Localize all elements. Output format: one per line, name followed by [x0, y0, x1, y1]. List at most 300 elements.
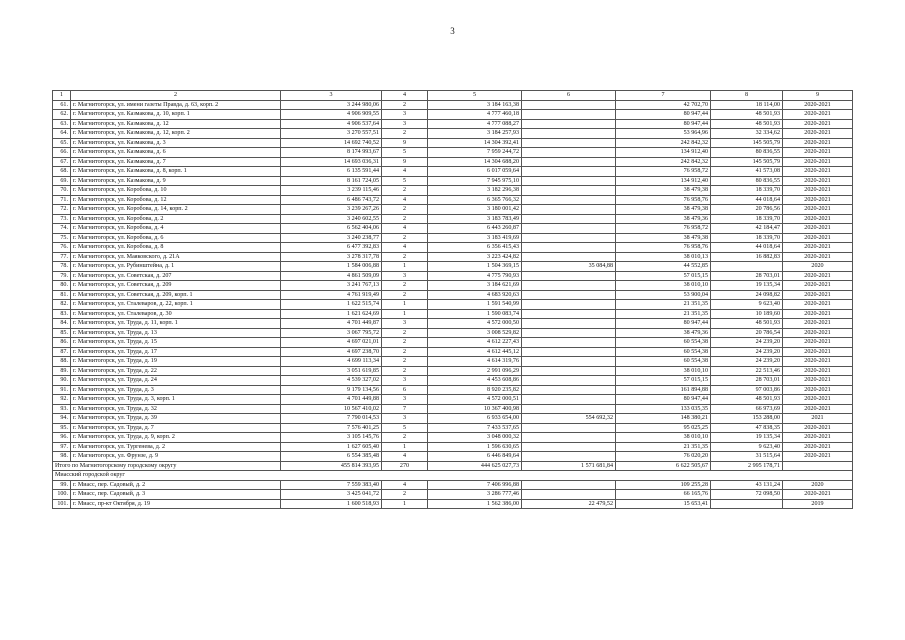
table-cell: 145 505,79	[711, 138, 783, 148]
table-cell: 3 182 296,38	[428, 186, 522, 196]
table-cell: 2	[382, 328, 428, 338]
table-cell: 2020-2021	[783, 452, 853, 462]
table-cell: 2	[382, 490, 428, 500]
table-cell: г. Магнитогорск, ул. Казмакова, д. 12	[71, 119, 281, 129]
table-cell: 3 183 783,49	[428, 214, 522, 224]
table-row	[53, 271, 853, 281]
table-cell: г. Магнитогорск, ул. Сталеваров, д. 22, корп. 1	[71, 300, 281, 310]
table-cell: 66.	[53, 148, 71, 158]
table-cell: 6 933 654,00	[428, 414, 522, 424]
table-row	[53, 309, 853, 319]
table-cell: 7 406 996,88	[428, 480, 522, 490]
table-cell: 74.	[53, 224, 71, 234]
table-cell: 6	[382, 385, 428, 395]
table-cell: 92.	[53, 395, 71, 405]
table-cell: 2	[382, 100, 428, 110]
table-cell: г. Миасс, пер. Садовый, д. 2	[71, 480, 281, 490]
table-row	[53, 281, 853, 291]
table-cell: 2	[382, 357, 428, 367]
table-cell: 88.	[53, 357, 71, 367]
table-cell: г. Магнитогорск, ул. Казмакова, д. 7	[71, 157, 281, 167]
table-cell: 5	[382, 423, 428, 433]
table-cell: 1 562 386,00	[428, 499, 522, 509]
table-cell	[522, 186, 616, 196]
table-cell: 148 380,21	[616, 414, 711, 424]
table-row	[53, 366, 853, 376]
table-row	[53, 110, 853, 120]
table-cell: 75.	[53, 233, 71, 243]
table-cell	[522, 452, 616, 462]
table-cell: 4 539 327,02	[281, 376, 382, 386]
table-cell: 3 278 317,78	[281, 252, 382, 262]
table-cell	[522, 366, 616, 376]
table-cell: 14 693 036,31	[281, 157, 382, 167]
table-cell: 21 351,35	[616, 442, 711, 452]
table-cell: 38 479,36	[616, 328, 711, 338]
table-cell: 2021	[783, 414, 853, 424]
table-cell: 2	[382, 129, 428, 139]
table-cell: 3 270 557,51	[281, 129, 382, 139]
table-cell: 2020-2021	[783, 385, 853, 395]
table-cell: 2020-2021	[783, 328, 853, 338]
table-cell: 145 505,79	[711, 157, 783, 167]
table-cell: 10 189,60	[711, 309, 783, 319]
table-cell: 3 051 619,85	[281, 366, 382, 376]
table-cell: 7 433 537,65	[428, 423, 522, 433]
table-row	[53, 347, 853, 357]
table-cell: г. Магнитогорск, ул. Коробова, д. 14, корп. 2	[71, 205, 281, 215]
table-cell: 38 010,10	[616, 433, 711, 443]
table-cell: 2	[382, 214, 428, 224]
table-cell: г. Магнитогорск, ул. Труда, д. 7	[71, 423, 281, 433]
table-cell: 3 223 424,82	[428, 252, 522, 262]
table-cell: г. Магнитогорск, ул. Коробова, д. 6	[71, 233, 281, 243]
table-cell: 2020-2021	[783, 300, 853, 310]
table-cell: 76 020,20	[616, 452, 711, 462]
table-cell: 97.	[53, 442, 71, 452]
table-row	[53, 385, 853, 395]
table-cell: г. Магнитогорск, ул. Коробова, д. 10	[71, 186, 281, 196]
table-cell: 3 183 419,69	[428, 233, 522, 243]
table-cell: г. Магнитогорск, ул. Коробова, д. 4	[71, 224, 281, 234]
table-cell: г. Магнитогорск, ул. Труда, д. 13	[71, 328, 281, 338]
table-cell: 65.	[53, 138, 71, 148]
table-cell	[522, 385, 616, 395]
table-cell: 3 180 001,42	[428, 205, 522, 215]
table-cell	[522, 490, 616, 500]
table-row	[53, 414, 853, 424]
table-cell	[522, 357, 616, 367]
table-cell: 3 105 145,76	[281, 433, 382, 443]
table-cell: 6 562 404,06	[281, 224, 382, 234]
table-cell: г. Магнитогорск, ул. Коробова, д. 12	[71, 195, 281, 205]
table-cell: 3	[382, 395, 428, 405]
table-cell: 18 339,70	[711, 186, 783, 196]
table-cell: 4 861 509,09	[281, 271, 382, 281]
table-cell: 6 135 591,44	[281, 167, 382, 177]
table-cell: 4 683 920,63	[428, 290, 522, 300]
table-cell: 4 906 537,64	[281, 119, 382, 129]
table-row	[53, 423, 853, 433]
table-cell: 3	[382, 319, 428, 329]
table-cell: 1	[382, 442, 428, 452]
table-cell: 2 995 178,71	[711, 461, 783, 471]
table-cell: г. Миасс, пр-кт Октября, д. 19	[71, 499, 281, 509]
table-cell: г. Магнитогорск, ул. Казмакова, д. 12, корп. 2	[71, 129, 281, 139]
table-cell: 76 958,76	[616, 195, 711, 205]
table-cell	[522, 167, 616, 177]
table-cell: 3 239 267,26	[281, 205, 382, 215]
table-cell: 4 614 319,76	[428, 357, 522, 367]
table-cell: 70.	[53, 186, 71, 196]
table-cell: г. Магнитогорск, ул. Тургенева, д. 2	[71, 442, 281, 452]
table-cell: 60 554,38	[616, 357, 711, 367]
table-cell: г. Магнитогорск, ул. Фрунзе, д. 9	[71, 452, 281, 462]
table-cell: 2020-2021	[783, 110, 853, 120]
table-cell: 84.	[53, 319, 71, 329]
table-cell: 1	[382, 262, 428, 272]
table-cell	[522, 328, 616, 338]
table-cell: 3 240 602,55	[281, 214, 382, 224]
table-cell	[522, 309, 616, 319]
table-cell: 2	[382, 252, 428, 262]
table-cell: 80.	[53, 281, 71, 291]
table-cell	[522, 138, 616, 148]
table-cell: г. Магнитогорск, ул. Коробова, д. 2	[71, 214, 281, 224]
table-cell: 3 184 163,38	[428, 100, 522, 110]
table-cell: 4 906 909,55	[281, 110, 382, 120]
table-cell: 3 286 777,46	[428, 490, 522, 500]
table-row	[53, 195, 853, 205]
table-cell: 79.	[53, 271, 71, 281]
table-cell: 77.	[53, 252, 71, 262]
table-cell: 2020-2021	[783, 186, 853, 196]
table-cell: 2019	[783, 499, 853, 509]
table-cell: 2020	[783, 262, 853, 272]
table-cell: 6 554 385,48	[281, 452, 382, 462]
section-row	[53, 471, 853, 481]
table-cell: 2020-2021	[783, 119, 853, 129]
table-cell: 3	[382, 110, 428, 120]
table-cell: 71.	[53, 195, 71, 205]
table-cell: г. Магнитогорск, ул. Труда, д. 32	[71, 404, 281, 414]
table-cell: г. Магнитогорск, ул. Казмакова, д. 8, корп. 1	[71, 167, 281, 177]
table-cell: 91.	[53, 385, 71, 395]
table-cell: 24 239,20	[711, 338, 783, 348]
table-cell: 31 515,64	[711, 452, 783, 462]
table-cell: 270	[382, 461, 428, 471]
table-cell: 28 703,01	[711, 376, 783, 386]
table-cell: 4 699 113,34	[281, 357, 382, 367]
table-cell: 444 625 027,73	[428, 461, 522, 471]
table-cell: 9 179 134,56	[281, 385, 382, 395]
table-cell	[522, 433, 616, 443]
table-cell: 66 973,69	[711, 404, 783, 414]
table-cell: 2020-2021	[783, 309, 853, 319]
table-cell: 3 184 621,69	[428, 281, 522, 291]
table-cell: 3	[382, 376, 428, 386]
table-cell: 5	[428, 91, 522, 101]
table-cell: 4	[382, 480, 428, 490]
table-cell: 2020-2021	[783, 148, 853, 158]
table-cell: 38 010,10	[616, 366, 711, 376]
table-cell	[522, 110, 616, 120]
table-row	[53, 357, 853, 367]
table-cell: 48 501,93	[711, 395, 783, 405]
table-cell: 2020-2021	[783, 195, 853, 205]
table-row	[53, 452, 853, 462]
page-number: 3	[450, 26, 455, 36]
table-cell: 10 367 400,98	[428, 404, 522, 414]
table-cell: 38 010,13	[616, 252, 711, 262]
table-cell	[522, 214, 616, 224]
table-cell: 2020-2021	[783, 281, 853, 291]
table-cell: 43 131,24	[711, 480, 783, 490]
table-cell: 47 838,35	[711, 423, 783, 433]
table-cell: 9	[382, 157, 428, 167]
table-cell	[522, 148, 616, 158]
table-cell: 4	[382, 195, 428, 205]
table-cell	[522, 271, 616, 281]
table-cell: 2020-2021	[783, 157, 853, 167]
table-cell	[522, 338, 616, 348]
table-cell: 53 900,04	[616, 290, 711, 300]
table-cell: 38 479,38	[616, 233, 711, 243]
table-cell: Миасский городской округ	[53, 471, 853, 481]
table-cell: 6 622 505,67	[616, 461, 711, 471]
table-cell: 14 304 392,41	[428, 138, 522, 148]
table-row	[53, 233, 853, 243]
table-cell: г. Магнитогорск, ул. Труда, д. 9, корп. 2	[71, 433, 281, 443]
table-cell: г. Магнитогорск, ул. Советская, д. 209, корп. 1	[71, 290, 281, 300]
table-cell: 8 161 724,05	[281, 176, 382, 186]
table-row	[53, 395, 853, 405]
table-cell: 32 334,62	[711, 129, 783, 139]
table-cell: 3 241 767,13	[281, 281, 382, 291]
table-cell: 4 453 608,86	[428, 376, 522, 386]
table-cell: 16 882,83	[711, 252, 783, 262]
table-cell: 93.	[53, 404, 71, 414]
table-row	[53, 433, 853, 443]
table-cell: 1 600 518,93	[281, 499, 382, 509]
table-cell: 554 692,32	[522, 414, 616, 424]
table-row	[53, 376, 853, 386]
table-cell	[522, 281, 616, 291]
table-cell: 109 255,28	[616, 480, 711, 490]
table-cell: 6 443 260,87	[428, 224, 522, 234]
table-cell: 6	[522, 91, 616, 101]
total-row	[53, 461, 853, 471]
table-cell: 21 351,35	[616, 309, 711, 319]
table-cell: 2020-2021	[783, 319, 853, 329]
table-cell: 4 697 021,01	[281, 338, 382, 348]
table-cell: 38 479,36	[616, 214, 711, 224]
table-cell: 161 894,88	[616, 385, 711, 395]
table-cell: 81.	[53, 290, 71, 300]
table-cell: 22 513,46	[711, 366, 783, 376]
table-cell: 24 098,82	[711, 290, 783, 300]
table-cell: 64.	[53, 129, 71, 139]
table-cell: 455 814 393,95	[281, 461, 382, 471]
table-cell: 2020-2021	[783, 366, 853, 376]
table-cell: 9 623,40	[711, 442, 783, 452]
table-cell: 100.	[53, 490, 71, 500]
table-cell	[522, 205, 616, 215]
table-cell: 242 842,32	[616, 157, 711, 167]
table-cell: 1 621 624,69	[281, 309, 382, 319]
table-cell: 2020-2021	[783, 490, 853, 500]
table-cell: 8 920 235,82	[428, 385, 522, 395]
table-cell: 80 947,44	[616, 395, 711, 405]
table-cell: 134 912,40	[616, 148, 711, 158]
table-cell: 6 365 766,32	[428, 195, 522, 205]
table-cell: 67.	[53, 157, 71, 167]
table-cell: 3	[382, 414, 428, 424]
table-cell: 2	[71, 91, 281, 101]
table-cell: 21 351,35	[616, 300, 711, 310]
table-row	[53, 100, 853, 110]
table-cell: 2020-2021	[783, 433, 853, 443]
table-cell	[522, 176, 616, 186]
table-cell	[522, 319, 616, 329]
table-row	[53, 328, 853, 338]
table-cell: 3	[281, 91, 382, 101]
table-cell: 80 836,55	[711, 176, 783, 186]
table-cell: г. Магнитогорск, ул. Казмакова, д. 10, корп. 1	[71, 110, 281, 120]
table-row	[53, 499, 853, 509]
table-cell: 48 501,93	[711, 119, 783, 129]
table-cell: 2020-2021	[783, 338, 853, 348]
table-cell: 6 486 743,72	[281, 195, 382, 205]
table-cell: 80 947,44	[616, 119, 711, 129]
table-cell: 2	[382, 433, 428, 443]
table-cell: 38 479,38	[616, 205, 711, 215]
table-cell: 3 239 115,46	[281, 186, 382, 196]
table-cell: 1	[382, 309, 428, 319]
table-cell: 9 623,40	[711, 300, 783, 310]
table-cell: г. Магнитогорск, ул. имени газеты Правда, д. 63, корп. 2	[71, 100, 281, 110]
table-row	[53, 148, 853, 158]
table-row	[53, 252, 853, 262]
table-cell: 2020-2021	[783, 205, 853, 215]
table-cell: 2020-2021	[783, 167, 853, 177]
table-cell: 76 958,72	[616, 224, 711, 234]
table-cell	[522, 395, 616, 405]
table-cell: 6 446 849,64	[428, 452, 522, 462]
table-cell: 2	[382, 281, 428, 291]
table-cell: 1 596 630,65	[428, 442, 522, 452]
table-cell: 4 775 790,93	[428, 271, 522, 281]
table-cell: 4	[382, 452, 428, 462]
table-cell	[522, 252, 616, 262]
table-cell: 4	[382, 91, 428, 101]
table-cell: 2020-2021	[783, 423, 853, 433]
table-cell: 6 356 415,43	[428, 243, 522, 253]
table-cell: 2020-2021	[783, 395, 853, 405]
table-cell: 2020-2021	[783, 224, 853, 234]
table-cell: 1 591 540,99	[428, 300, 522, 310]
table-row	[53, 214, 853, 224]
table-cell: 4	[382, 243, 428, 253]
table-cell: 2020-2021	[783, 233, 853, 243]
table-cell	[522, 195, 616, 205]
table-cell: 38 010,10	[616, 281, 711, 291]
table-cell: 76 958,76	[616, 243, 711, 253]
table-cell: 2020-2021	[783, 129, 853, 139]
table-cell	[522, 157, 616, 167]
table-cell: 24 239,20	[711, 347, 783, 357]
table-cell: г. Магнитогорск, ул. Советская, д. 209	[71, 281, 281, 291]
table-cell: 1	[53, 91, 71, 101]
table-cell: 78.	[53, 262, 71, 272]
table-cell: 99.	[53, 480, 71, 490]
table-cell: 7 559 383,40	[281, 480, 382, 490]
table-cell: 2	[382, 347, 428, 357]
table-cell: 10 567 410,02	[281, 404, 382, 414]
table-cell: 35 084,88	[522, 262, 616, 272]
table-cell: 1	[382, 499, 428, 509]
table-cell: 7 945 975,10	[428, 176, 522, 186]
table-cell: 1 622 515,74	[281, 300, 382, 310]
table-cell: 4	[382, 224, 428, 234]
table-cell: 7 576 401,25	[281, 423, 382, 433]
table-cell: 3 048 000,32	[428, 433, 522, 443]
table-cell: 2020-2021	[783, 347, 853, 357]
table-row	[53, 157, 853, 167]
table-cell: г. Магнитогорск, ул. Труда, д. 39	[71, 414, 281, 424]
table-cell: 28 703,01	[711, 271, 783, 281]
table-cell: 2020-2021	[783, 214, 853, 224]
table-cell: 15 653,41	[616, 499, 711, 509]
table-cell: 2	[382, 290, 428, 300]
table-cell	[522, 347, 616, 357]
table-cell: 7 959 244,72	[428, 148, 522, 158]
table-cell: 82.	[53, 300, 71, 310]
table-cell: 134 912,40	[616, 176, 711, 186]
table-row	[53, 338, 853, 348]
table-cell: 2	[382, 233, 428, 243]
table-cell: 7 790 014,53	[281, 414, 382, 424]
table-cell: 4 572 000,50	[428, 319, 522, 329]
table-cell: 61.	[53, 100, 71, 110]
table-cell: 4 572 000,51	[428, 395, 522, 405]
table-cell: 7	[382, 404, 428, 414]
table-cell	[522, 376, 616, 386]
table-cell: 3 244 980,06	[281, 100, 382, 110]
table-cell: г. Магнитогорск, ул. Маяковского, д. 21А	[71, 252, 281, 262]
table-cell: 2020-2021	[783, 138, 853, 148]
table-cell	[522, 119, 616, 129]
table-cell: 66 165,76	[616, 490, 711, 500]
table-cell	[783, 461, 853, 471]
table-cell: 89.	[53, 366, 71, 376]
table-cell: 133 035,35	[616, 404, 711, 414]
table-cell: 68.	[53, 167, 71, 177]
table-cell: 44 018,64	[711, 195, 783, 205]
registry-table	[52, 90, 853, 509]
table-cell: 14 692 740,52	[281, 138, 382, 148]
table-cell: г. Магнитогорск, ул. Труда, д. 15	[71, 338, 281, 348]
table-cell: 86.	[53, 338, 71, 348]
table-cell: 2020-2021	[783, 442, 853, 452]
table-cell: 4 697 238,70	[281, 347, 382, 357]
table-cell: 80 836,55	[711, 148, 783, 158]
table-cell: г. Магнитогорск, ул. Казмакова, д. 9	[71, 176, 281, 186]
table-cell: 80 947,44	[616, 319, 711, 329]
table-cell: 20 786,54	[711, 328, 783, 338]
table-row	[53, 404, 853, 414]
table-cell: 3 067 795,72	[281, 328, 382, 338]
